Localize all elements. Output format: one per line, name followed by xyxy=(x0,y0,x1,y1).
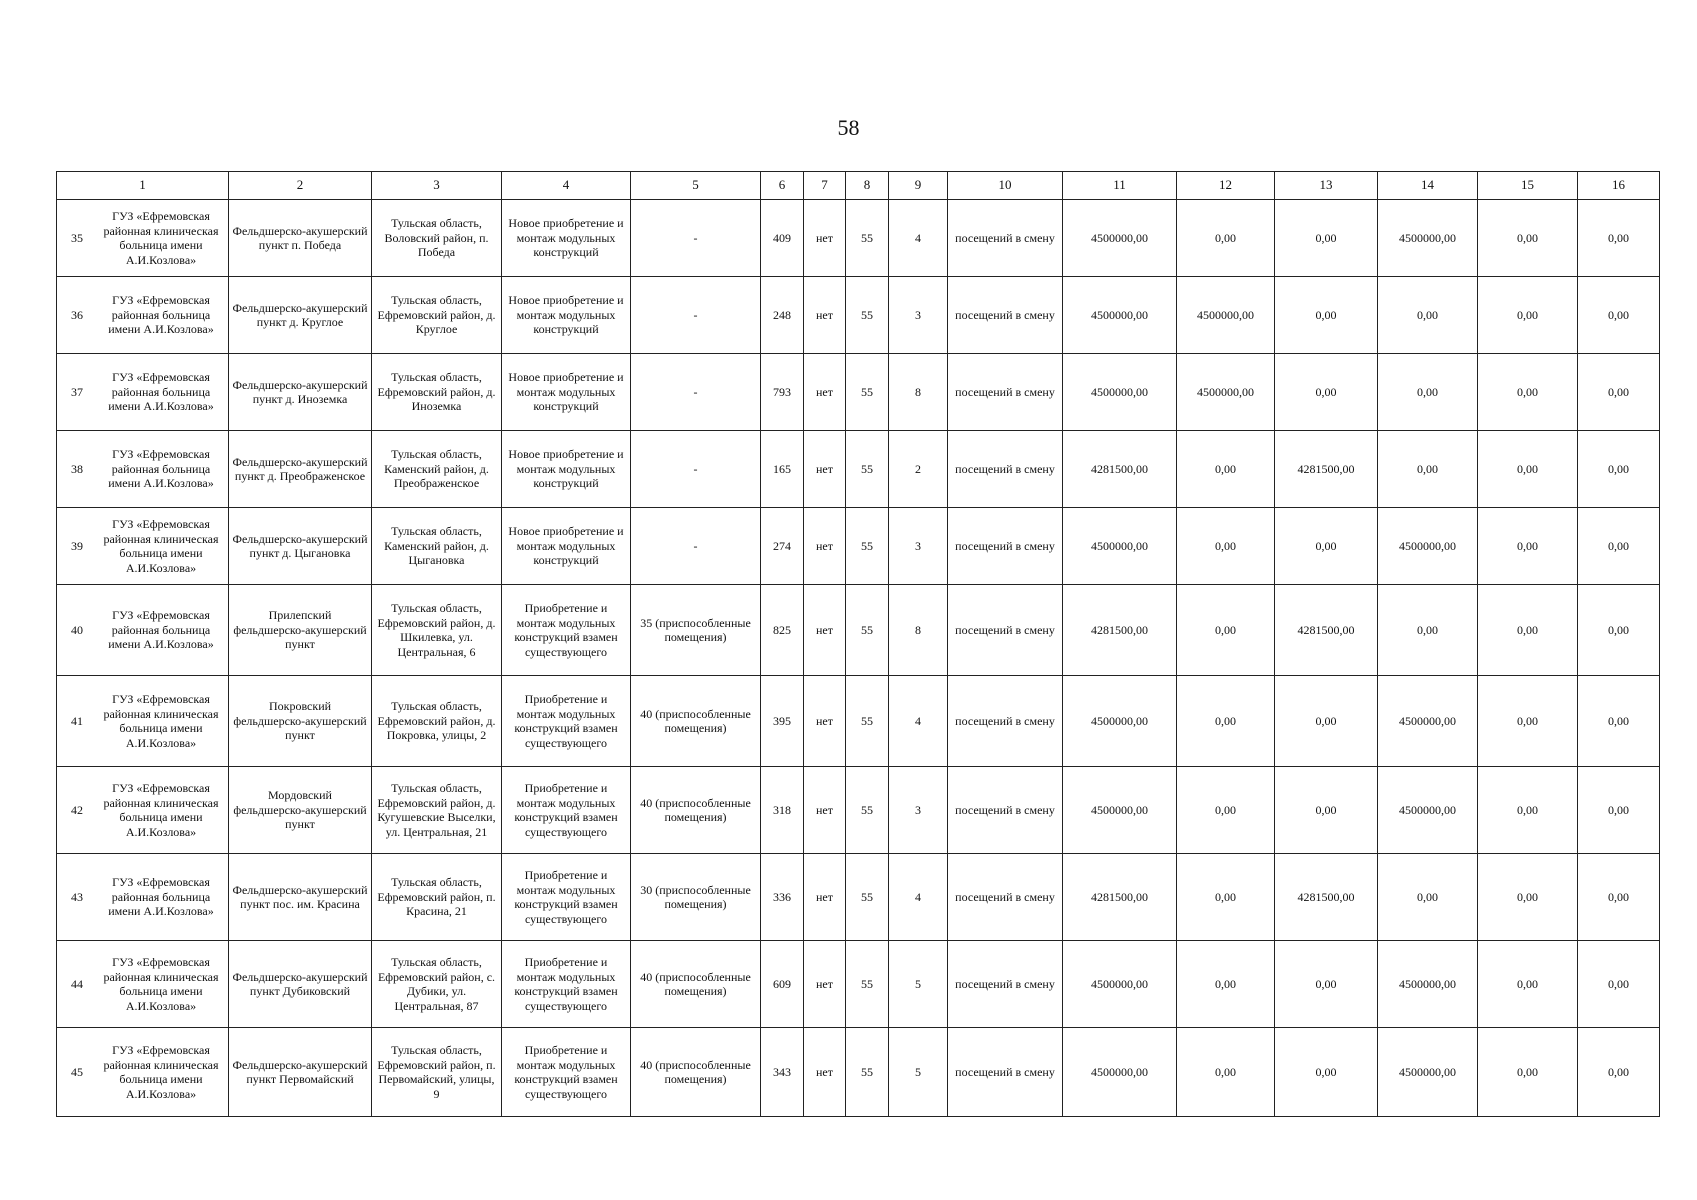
column-header: 7 xyxy=(804,172,846,200)
col11-amount-cell: 4500000,00 xyxy=(1063,277,1177,354)
facility-name-cell: Фельдшерско-акушерский пункт пос. им. Красина xyxy=(229,854,372,941)
table-row xyxy=(57,941,1660,1028)
page-number: 58 xyxy=(837,115,860,140)
col15-amount-cell: 0,00 xyxy=(1478,585,1578,676)
organization-name: ГУЗ «Ефремовская районная больница имени А.И.Козлова» xyxy=(108,293,214,337)
facility-name-cell: Фельдшерско-акушерский пункт д. Цыгановка xyxy=(229,508,372,585)
col14-amount-cell: 4500000,00 xyxy=(1378,767,1478,854)
address-cell: Тульская область, Каменский район, д. Цыгановка xyxy=(372,508,502,585)
col16-amount-cell: 0,00 xyxy=(1578,508,1660,585)
organization-name: ГУЗ «Ефремовская районная больница имени А.И.Козлова» xyxy=(108,608,214,652)
unit-cell: посещений в смену xyxy=(948,200,1063,277)
existing-capacity-cell: 40 (приспособленные помещения) xyxy=(631,676,761,767)
organization-cell xyxy=(57,200,229,277)
col12-amount-cell: 0,00 xyxy=(1177,676,1275,767)
column-header: 13 xyxy=(1275,172,1378,200)
col7-cell: нет xyxy=(804,676,846,767)
facility-name-cell: Фельдшерско-акушерский пункт Первомайский xyxy=(229,1028,372,1117)
col7-cell: нет xyxy=(804,1028,846,1117)
col15-amount-cell: 0,00 xyxy=(1478,431,1578,508)
col13-amount-cell: 0,00 xyxy=(1275,1028,1378,1117)
column-header: 11 xyxy=(1063,172,1177,200)
population-cell: 165 xyxy=(761,431,804,508)
column-header: 6 xyxy=(761,172,804,200)
table-row xyxy=(57,854,1660,941)
table-row xyxy=(57,508,1660,585)
col9-cell: 8 xyxy=(889,354,948,431)
col14-amount-cell: 4500000,00 xyxy=(1378,200,1478,277)
column-number-row xyxy=(57,172,1660,200)
col16-amount-cell: 0,00 xyxy=(1578,585,1660,676)
col16-amount-cell: 0,00 xyxy=(1578,854,1660,941)
col7-cell: нет xyxy=(804,508,846,585)
existing-capacity-cell: 40 (приспособленные помещения) xyxy=(631,941,761,1028)
col11-amount-cell: 4500000,00 xyxy=(1063,941,1177,1028)
col8-cell: 55 xyxy=(846,200,889,277)
col14-amount-cell: 0,00 xyxy=(1378,585,1478,676)
organization-name: ГУЗ «Ефремовская районная больница имени А.И.Козлова» xyxy=(108,875,214,919)
col12-amount-cell: 0,00 xyxy=(1177,767,1275,854)
organization-cell xyxy=(57,431,229,508)
facility-name-cell: Фельдшерско-акушерский пункт д. Преображенское xyxy=(229,431,372,508)
row-number: 36 xyxy=(71,307,83,322)
existing-capacity-cell: - xyxy=(631,431,761,508)
row-number: 40 xyxy=(71,622,83,637)
column-header: 15 xyxy=(1478,172,1578,200)
column-header: 14 xyxy=(1378,172,1478,200)
address-cell: Тульская область, Каменский район, д. Преображенское xyxy=(372,431,502,508)
col13-amount-cell: 0,00 xyxy=(1275,941,1378,1028)
col16-amount-cell: 0,00 xyxy=(1578,277,1660,354)
col12-amount-cell: 0,00 xyxy=(1177,431,1275,508)
col16-amount-cell: 0,00 xyxy=(1578,354,1660,431)
work-type-cell: Приобретение и монтаж модульных конструкций взамен существующего xyxy=(502,676,631,767)
work-type-cell: Новое приобретение и монтаж модульных конструкций xyxy=(502,354,631,431)
organization-cell xyxy=(57,277,229,354)
unit-cell: посещений в смену xyxy=(948,854,1063,941)
organization-cell xyxy=(57,1028,229,1117)
row-number: 38 xyxy=(71,461,83,476)
col15-amount-cell: 0,00 xyxy=(1478,941,1578,1028)
table-row xyxy=(57,585,1660,676)
facility-name-cell: Фельдшерско-акушерский пункт п. Победа xyxy=(229,200,372,277)
population-cell: 825 xyxy=(761,585,804,676)
col7-cell: нет xyxy=(804,854,846,941)
work-type-cell: Приобретение и монтаж модульных конструкций взамен существующего xyxy=(502,1028,631,1117)
col7-cell: нет xyxy=(804,277,846,354)
address-cell: Тульская область, Ефремовский район, д. Круглое xyxy=(372,277,502,354)
col15-amount-cell: 0,00 xyxy=(1478,854,1578,941)
table-row xyxy=(57,1028,1660,1117)
column-header: 16 xyxy=(1578,172,1660,200)
col9-cell: 2 xyxy=(889,431,948,508)
existing-capacity-cell: 40 (приспособленные помещения) xyxy=(631,1028,761,1117)
col13-amount-cell: 4281500,00 xyxy=(1275,585,1378,676)
address-cell: Тульская область, Ефремовский район, д. Шкилевка, ул. Центральная, 6 xyxy=(372,585,502,676)
organization-name: ГУЗ «Ефремовская районная клиническая больница имени А.И.Козлова» xyxy=(103,955,219,1013)
col14-amount-cell: 4500000,00 xyxy=(1378,508,1478,585)
col15-amount-cell: 0,00 xyxy=(1478,508,1578,585)
col8-cell: 55 xyxy=(846,508,889,585)
col12-amount-cell: 4500000,00 xyxy=(1177,354,1275,431)
population-cell: 793 xyxy=(761,354,804,431)
col11-amount-cell: 4500000,00 xyxy=(1063,1028,1177,1117)
col13-amount-cell: 0,00 xyxy=(1275,508,1378,585)
col8-cell: 55 xyxy=(846,767,889,854)
organization-name: ГУЗ «Ефремовская районная клиническая больница имени А.И.Козлова» xyxy=(103,692,219,750)
table-row xyxy=(57,676,1660,767)
organization-name: ГУЗ «Ефремовская районная клиническая больница имени А.И.Козлова» xyxy=(103,1043,219,1101)
table-row xyxy=(57,200,1660,277)
address-cell: Тульская область, Воловский район, п. Победа xyxy=(372,200,502,277)
unit-cell: посещений в смену xyxy=(948,277,1063,354)
col13-amount-cell: 4281500,00 xyxy=(1275,854,1378,941)
col9-cell: 3 xyxy=(889,277,948,354)
column-header: 2 xyxy=(229,172,372,200)
col8-cell: 55 xyxy=(846,941,889,1028)
row-number: 39 xyxy=(71,538,83,553)
col15-amount-cell: 0,00 xyxy=(1478,767,1578,854)
col13-amount-cell: 0,00 xyxy=(1275,676,1378,767)
col9-cell: 3 xyxy=(889,767,948,854)
population-cell: 248 xyxy=(761,277,804,354)
col15-amount-cell: 0,00 xyxy=(1478,277,1578,354)
col16-amount-cell: 0,00 xyxy=(1578,941,1660,1028)
column-header: 3 xyxy=(372,172,502,200)
facility-name-cell: Мордовский фельдшерско-акушерский пункт xyxy=(229,767,372,854)
population-cell: 409 xyxy=(761,200,804,277)
col13-amount-cell: 0,00 xyxy=(1275,354,1378,431)
population-cell: 274 xyxy=(761,508,804,585)
col12-amount-cell: 0,00 xyxy=(1177,585,1275,676)
work-type-cell: Приобретение и монтаж модульных конструкций взамен существующего xyxy=(502,767,631,854)
work-type-cell: Новое приобретение и монтаж модульных конструкций xyxy=(502,431,631,508)
row-number: 35 xyxy=(71,230,83,245)
col14-amount-cell: 0,00 xyxy=(1378,277,1478,354)
unit-cell: посещений в смену xyxy=(948,508,1063,585)
organization-name: ГУЗ «Ефремовская районная больница имени А.И.Козлова» xyxy=(108,447,214,491)
address-cell: Тульская область, Ефремовский район, д. Иноземка xyxy=(372,354,502,431)
population-cell: 336 xyxy=(761,854,804,941)
facility-name-cell: Фельдшерско-акушерский пункт Дубиковский xyxy=(229,941,372,1028)
population-cell: 318 xyxy=(761,767,804,854)
col11-amount-cell: 4281500,00 xyxy=(1063,585,1177,676)
col11-amount-cell: 4281500,00 xyxy=(1063,854,1177,941)
col7-cell: нет xyxy=(804,767,846,854)
address-cell: Тульская область, Ефремовский район, д. Кугушевские Выселки, ул. Центральная, 21 xyxy=(372,767,502,854)
organization-cell xyxy=(57,354,229,431)
col16-amount-cell: 0,00 xyxy=(1578,431,1660,508)
row-number: 43 xyxy=(71,889,83,904)
col14-amount-cell: 4500000,00 xyxy=(1378,1028,1478,1117)
col9-cell: 3 xyxy=(889,508,948,585)
col13-amount-cell: 0,00 xyxy=(1275,200,1378,277)
col15-amount-cell: 0,00 xyxy=(1478,200,1578,277)
col16-amount-cell: 0,00 xyxy=(1578,676,1660,767)
unit-cell: посещений в смену xyxy=(948,585,1063,676)
population-cell: 609 xyxy=(761,941,804,1028)
col8-cell: 55 xyxy=(846,354,889,431)
table-row xyxy=(57,277,1660,354)
col8-cell: 55 xyxy=(846,1028,889,1117)
unit-cell: посещений в смену xyxy=(948,941,1063,1028)
column-header: 4 xyxy=(502,172,631,200)
table-row xyxy=(57,354,1660,431)
col13-amount-cell: 0,00 xyxy=(1275,767,1378,854)
organization-name: ГУЗ «Ефремовская районная клиническая больница имени А.И.Козлова» xyxy=(103,209,219,267)
col9-cell: 4 xyxy=(889,854,948,941)
organization-cell xyxy=(57,585,229,676)
facility-name-cell: Фельдшерско-акушерский пункт д. Иноземка xyxy=(229,354,372,431)
organization-cell xyxy=(57,508,229,585)
column-header: 1 xyxy=(57,172,229,200)
column-header: 8 xyxy=(846,172,889,200)
column-header: 5 xyxy=(631,172,761,200)
col7-cell: нет xyxy=(804,200,846,277)
col12-amount-cell: 0,00 xyxy=(1177,941,1275,1028)
organization-cell xyxy=(57,941,229,1028)
facility-name-cell: Фельдшерско-акушерский пункт д. Круглое xyxy=(229,277,372,354)
col8-cell: 55 xyxy=(846,585,889,676)
facility-table xyxy=(56,171,1660,1117)
organization-name: ГУЗ «Ефремовская районная клиническая больница имени А.И.Козлова» xyxy=(103,517,219,575)
col16-amount-cell: 0,00 xyxy=(1578,1028,1660,1117)
row-number: 37 xyxy=(71,384,83,399)
row-number: 45 xyxy=(71,1064,83,1079)
work-type-cell: Новое приобретение и монтаж модульных конструкций xyxy=(502,277,631,354)
organization-name: ГУЗ «Ефремовская районная больница имени А.И.Козлова» xyxy=(108,370,214,414)
col12-amount-cell: 4500000,00 xyxy=(1177,277,1275,354)
col13-amount-cell: 4281500,00 xyxy=(1275,431,1378,508)
col14-amount-cell: 0,00 xyxy=(1378,354,1478,431)
col9-cell: 4 xyxy=(889,200,948,277)
row-number: 41 xyxy=(71,713,83,728)
col16-amount-cell: 0,00 xyxy=(1578,767,1660,854)
row-number: 42 xyxy=(71,802,83,817)
col8-cell: 55 xyxy=(846,431,889,508)
col9-cell: 5 xyxy=(889,1028,948,1117)
work-type-cell: Приобретение и монтаж модульных конструкций взамен существующего xyxy=(502,941,631,1028)
existing-capacity-cell: - xyxy=(631,200,761,277)
organization-cell xyxy=(57,854,229,941)
col7-cell: нет xyxy=(804,431,846,508)
work-type-cell: Новое приобретение и монтаж модульных конструкций xyxy=(502,200,631,277)
col14-amount-cell: 0,00 xyxy=(1378,854,1478,941)
col13-amount-cell: 0,00 xyxy=(1275,277,1378,354)
unit-cell: посещений в смену xyxy=(948,676,1063,767)
facility-name-cell: Покровский фельдшерско-акушерский пункт xyxy=(229,676,372,767)
col14-amount-cell: 4500000,00 xyxy=(1378,676,1478,767)
column-header: 9 xyxy=(889,172,948,200)
col8-cell: 55 xyxy=(846,854,889,941)
col14-amount-cell: 0,00 xyxy=(1378,431,1478,508)
col14-amount-cell: 4500000,00 xyxy=(1378,941,1478,1028)
col12-amount-cell: 0,00 xyxy=(1177,854,1275,941)
existing-capacity-cell: 35 (приспособленные помещения) xyxy=(631,585,761,676)
existing-capacity-cell: 40 (приспособленные помещения) xyxy=(631,767,761,854)
address-cell: Тульская область, Ефремовский район, п. Первомайский, улицы, 9 xyxy=(372,1028,502,1117)
col12-amount-cell: 0,00 xyxy=(1177,200,1275,277)
work-type-cell: Приобретение и монтаж модульных конструкций взамен существующего xyxy=(502,585,631,676)
col9-cell: 5 xyxy=(889,941,948,1028)
facility-name-cell: Прилепский фельдшерско-акушерский пункт xyxy=(229,585,372,676)
col8-cell: 55 xyxy=(846,277,889,354)
existing-capacity-cell: - xyxy=(631,508,761,585)
col11-amount-cell: 4500000,00 xyxy=(1063,200,1177,277)
col8-cell: 55 xyxy=(846,676,889,767)
existing-capacity-cell: 30 (приспособленные помещения) xyxy=(631,854,761,941)
organization-cell xyxy=(57,676,229,767)
unit-cell: посещений в смену xyxy=(948,354,1063,431)
col15-amount-cell: 0,00 xyxy=(1478,1028,1578,1117)
col9-cell: 4 xyxy=(889,676,948,767)
col16-amount-cell: 0,00 xyxy=(1578,200,1660,277)
address-cell: Тульская область, Ефремовский район, д. Покровка, улицы, 2 xyxy=(372,676,502,767)
unit-cell: посещений в смену xyxy=(948,767,1063,854)
col15-amount-cell: 0,00 xyxy=(1478,676,1578,767)
unit-cell: посещений в смену xyxy=(948,1028,1063,1117)
work-type-cell: Приобретение и монтаж модульных конструкций взамен существующего xyxy=(502,854,631,941)
col11-amount-cell: 4281500,00 xyxy=(1063,431,1177,508)
table-row xyxy=(57,767,1660,854)
col11-amount-cell: 4500000,00 xyxy=(1063,676,1177,767)
existing-capacity-cell: - xyxy=(631,354,761,431)
col12-amount-cell: 0,00 xyxy=(1177,508,1275,585)
address-cell: Тульская область, Ефремовский район, с. Дубики, ул. Центральная, 87 xyxy=(372,941,502,1028)
column-header: 12 xyxy=(1177,172,1275,200)
row-number: 44 xyxy=(71,976,83,991)
organization-name: ГУЗ «Ефремовская районная клиническая больница имени А.И.Козлова» xyxy=(103,781,219,839)
column-header: 10 xyxy=(948,172,1063,200)
col11-amount-cell: 4500000,00 xyxy=(1063,767,1177,854)
work-type-cell: Новое приобретение и монтаж модульных конструкций xyxy=(502,508,631,585)
population-cell: 343 xyxy=(761,1028,804,1117)
col7-cell: нет xyxy=(804,941,846,1028)
address-cell: Тульская область, Ефремовский район, п. Красина, 21 xyxy=(372,854,502,941)
col7-cell: нет xyxy=(804,354,846,431)
existing-capacity-cell: - xyxy=(631,277,761,354)
unit-cell: посещений в смену xyxy=(948,431,1063,508)
col7-cell: нет xyxy=(804,585,846,676)
population-cell: 395 xyxy=(761,676,804,767)
col15-amount-cell: 0,00 xyxy=(1478,354,1578,431)
table-row xyxy=(57,431,1660,508)
col11-amount-cell: 4500000,00 xyxy=(1063,508,1177,585)
col12-amount-cell: 0,00 xyxy=(1177,1028,1275,1117)
organization-cell xyxy=(57,767,229,854)
col11-amount-cell: 4500000,00 xyxy=(1063,354,1177,431)
col9-cell: 8 xyxy=(889,585,948,676)
